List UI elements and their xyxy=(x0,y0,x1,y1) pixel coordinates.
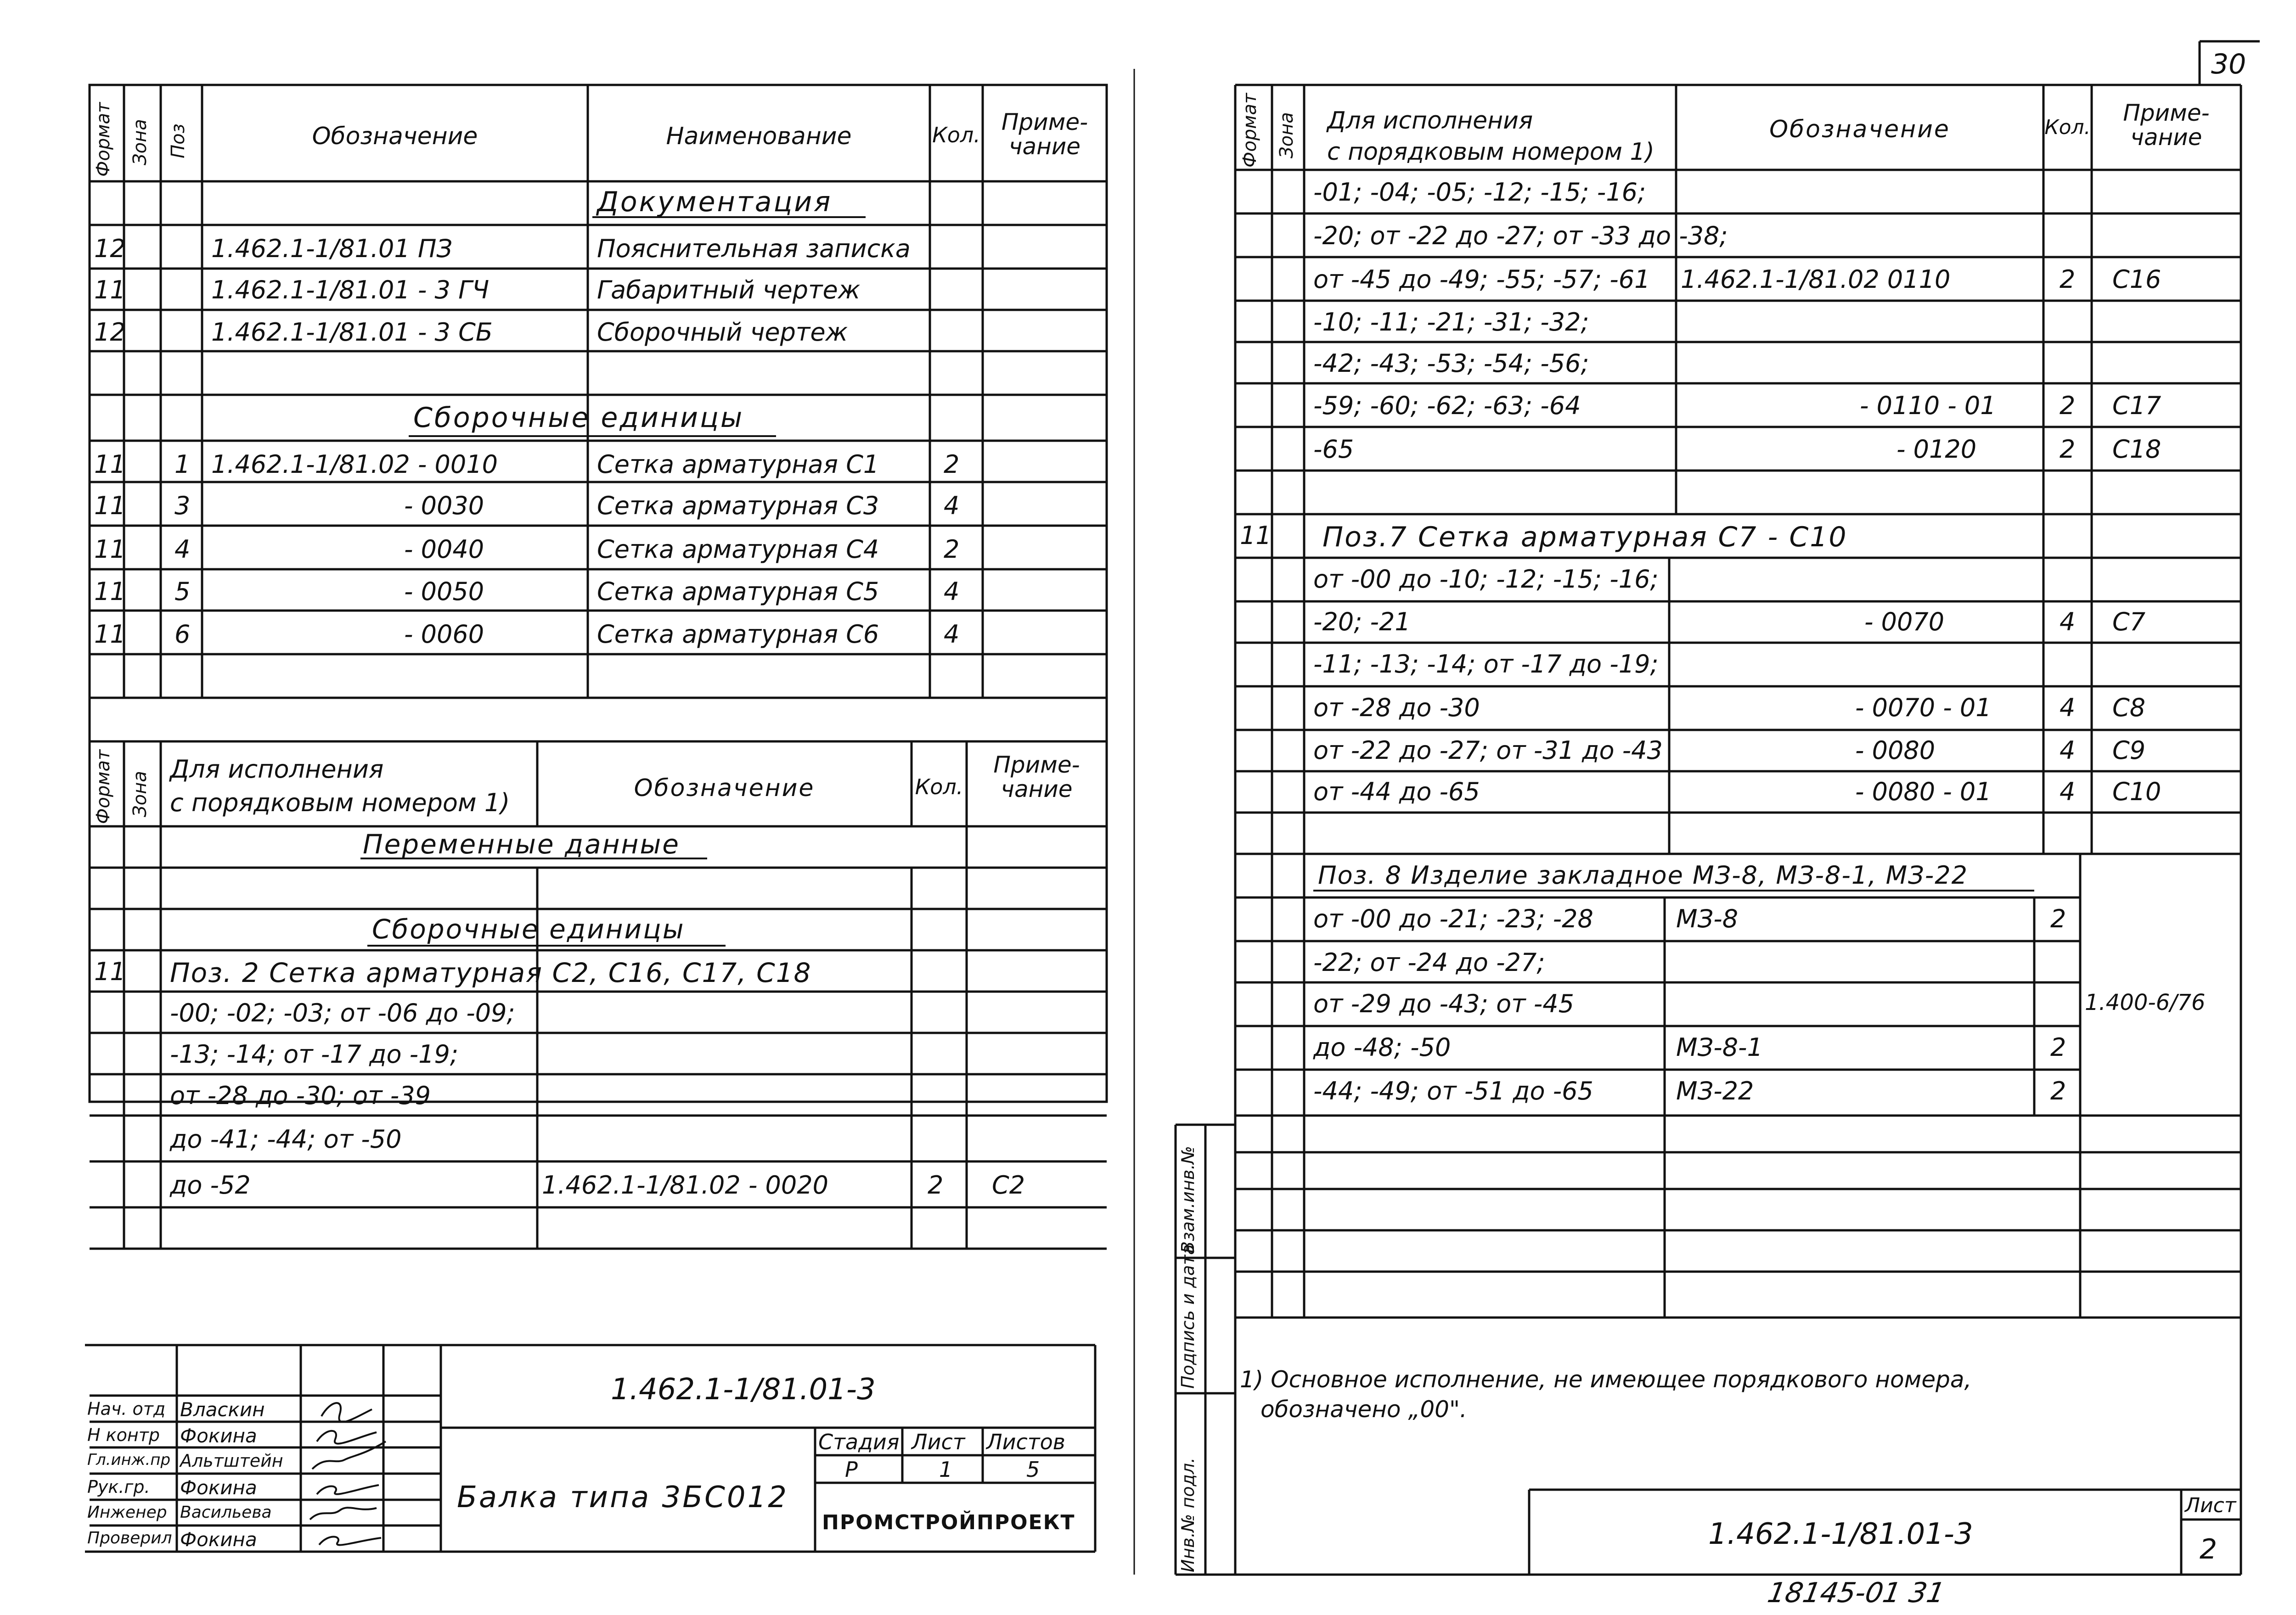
pos7-desig-4: - 0070 - 01 xyxy=(1855,693,1992,722)
top-qty-3: 2 xyxy=(2060,265,2076,294)
title-block-title: Балка типа 3БС012 xyxy=(457,1480,788,1514)
header-designation: Обозначение xyxy=(312,123,478,150)
pos7-qty-4: 4 xyxy=(2060,693,2076,722)
name-5: Васильева xyxy=(180,1503,272,1522)
top-line-3: от -45 до -49; -55; -57; -61 xyxy=(1313,265,1650,294)
var-header-exec: Для исполнения с порядковым номером 1) xyxy=(170,755,510,817)
var-header-qty: Кол. xyxy=(915,774,963,799)
name-6: Фокина xyxy=(180,1528,257,1551)
org-name: ПРОМСТРОЙПРОЕКТ xyxy=(822,1511,1075,1534)
name-1: Власкин xyxy=(180,1398,265,1421)
pos7-line-1: от -00 до -10; -12; -15; -16; xyxy=(1313,565,1659,594)
pos7-qty-6: 4 xyxy=(2060,777,2076,806)
corner-number: 30 xyxy=(2211,48,2246,80)
pos2-line-4: до -41; -44; от -50 xyxy=(170,1125,402,1154)
side-label-inv: Инв.№ подл. xyxy=(1178,1457,1198,1572)
pos2-line-3: от -28 до -30; от -39 xyxy=(170,1081,431,1110)
right-header-zone: Зона xyxy=(1276,112,1297,158)
header-note: Приме- чание xyxy=(1001,109,1088,160)
var-assembly-units: Сборочные единицы xyxy=(372,914,685,945)
header-qty: Кол. xyxy=(932,123,980,147)
pos2-designation: 1.462.1-1/81.02 - 0020 xyxy=(542,1171,828,1200)
pos7-desig-5: - 0080 xyxy=(1855,736,1936,765)
top-note-7: С18 xyxy=(2112,435,2161,464)
pos7-format: 11 xyxy=(1240,521,1272,550)
right-sheet-label: Лист xyxy=(2185,1494,2236,1517)
pos2-line-2: -13; -14; от -17 до -19; xyxy=(170,1040,459,1069)
pos8-line-2: -22; от -24 до -27; xyxy=(1313,948,1545,977)
pos7-line-4: от -28 до -30 xyxy=(1313,693,1480,722)
stage-label: Стадия xyxy=(818,1430,900,1454)
pos7-desig-6: - 0080 - 01 xyxy=(1855,777,1992,806)
pos8-line-5: -44; -49; от -51 до -65 xyxy=(1313,1077,1593,1105)
pos7-line-3: -11; -13; -14; от -17 до -19; xyxy=(1313,650,1659,679)
pos7-note-6: С10 xyxy=(2112,777,2161,806)
top-line-4: -10; -11; -21; -31; -32; xyxy=(1313,308,1589,336)
name-4: Фокина xyxy=(180,1476,257,1499)
pos8-line-3: от -29 до -43; от -45 xyxy=(1313,989,1574,1018)
top-desig-3: 1.462.1-1/81.02 0110 xyxy=(1681,265,1951,294)
pos7-desig-2: - 0070 xyxy=(1864,607,1945,636)
pos8-desig-1: МЗ-8 xyxy=(1676,904,1739,933)
name-2: Фокина xyxy=(180,1424,257,1447)
role-6: Проверил xyxy=(87,1529,172,1548)
var-header-zone: Зона xyxy=(129,771,151,817)
sheets-label: Листов xyxy=(986,1430,1065,1454)
pos7-qty-5: 4 xyxy=(2060,736,2076,765)
pos8-qty-1: 2 xyxy=(2050,904,2066,933)
top-note-3: С16 xyxy=(2112,265,2161,294)
top-line-6: -59; -60; -62; -63; -64 xyxy=(1313,391,1581,420)
pos7-note-4: С8 xyxy=(2112,693,2146,722)
pos8-note: 1.400-6/76 xyxy=(2085,990,2206,1015)
pos8-line-1: от -00 до -21; -23; -28 xyxy=(1313,904,1593,933)
right-header-format: Формат xyxy=(1239,93,1261,168)
pos7-line-2: -20; -21 xyxy=(1313,607,1411,636)
pos2-title: Поз. 2 Сетка арматурная С2, С16, С17, С18 xyxy=(170,957,812,988)
side-label-replace: Взам.инв.№ xyxy=(1178,1146,1198,1253)
pos7-note-5: С9 xyxy=(2112,736,2146,765)
pos8-desig-5: МЗ-22 xyxy=(1676,1077,1754,1105)
right-header-qty: Кол. xyxy=(2044,116,2091,139)
top-qty-7: 2 xyxy=(2060,435,2076,464)
section-assembly-units: Сборочные единицы xyxy=(413,402,744,434)
pos7-line-6: от -44 до -65 xyxy=(1313,777,1480,806)
pos7-qty-2: 4 xyxy=(2060,607,2076,636)
pos2-qty: 2 xyxy=(928,1171,944,1200)
footnote-line-2: обозначено „00". xyxy=(1261,1396,1467,1423)
pos7-line-5: от -22 до -27; от -31 до -43 xyxy=(1313,736,1663,765)
role-1: Нач. отд xyxy=(87,1399,166,1419)
top-qty-6: 2 xyxy=(2060,391,2076,420)
right-header-designation: Обозначение xyxy=(1769,116,1950,143)
header-pos: Поз xyxy=(168,123,189,158)
role-5: Инженер xyxy=(87,1503,167,1522)
sheet-value: 1 xyxy=(939,1457,953,1482)
side-label-signature: Подпись и дата xyxy=(1178,1244,1198,1389)
top-desig-7: - 0120 xyxy=(1896,435,1977,464)
stage-value: Р xyxy=(845,1457,858,1482)
pos8-desig-4: МЗ-8-1 xyxy=(1676,1033,1763,1062)
top-line-7: -65 xyxy=(1313,435,1354,464)
pos7-title: Поз.7 Сетка арматурная С7 - С10 xyxy=(1322,521,1848,553)
pos7-note-2: С7 xyxy=(2112,607,2146,636)
name-3: Альтштейн xyxy=(180,1451,283,1471)
variable-data-title: Переменные данные xyxy=(363,829,680,860)
pos8-title: Поз. 8 Изделие закладное МЗ-8, МЗ-8-1, МЗ-22 xyxy=(1318,861,1968,890)
right-sheet-number: 2 xyxy=(2200,1533,2217,1565)
pos2-note: С2 xyxy=(992,1171,1025,1200)
signatures xyxy=(303,1396,395,1552)
right-header-exec: Для исполнения с порядковым номером 1) xyxy=(1327,107,1654,166)
header-format: Формат xyxy=(93,102,114,177)
right-header-note: Приме- чание xyxy=(2123,100,2210,151)
title-block-doc-code: 1.462.1-1/81.01-3 xyxy=(611,1373,876,1407)
sheets-value: 5 xyxy=(1026,1457,1040,1482)
header-zone: Зона xyxy=(129,119,151,165)
top-line-5: -42; -43; -53; -54; -56; xyxy=(1313,349,1589,378)
var-header-format: Формат xyxy=(93,749,114,824)
bottom-stamp: 18145-01 31 xyxy=(1765,1577,1947,1609)
right-doc-code: 1.462.1-1/81.01-3 xyxy=(1708,1517,1973,1551)
pos8-qty-4: 2 xyxy=(2050,1033,2066,1062)
sheet-label: Лист xyxy=(912,1430,965,1454)
role-4: Рук.гр. xyxy=(87,1477,150,1497)
pos2-format: 11 xyxy=(94,957,126,986)
pos8-line-4: до -48; -50 xyxy=(1313,1033,1451,1062)
pos2-line-1: -00; -02; -03; от -06 до -09; xyxy=(170,998,515,1027)
top-note-6: С17 xyxy=(2112,391,2161,420)
pos8-qty-5: 2 xyxy=(2050,1077,2066,1105)
pos2-line-5: до -52 xyxy=(170,1171,251,1200)
var-header-designation: Обозначение xyxy=(634,774,815,802)
top-line-1: -01; -04; -05; -12; -15; -16; xyxy=(1313,178,1646,207)
role-3: Гл.инж.пр xyxy=(87,1451,171,1469)
header-name: Наименование xyxy=(666,123,852,150)
top-desig-6: - 0110 - 01 xyxy=(1860,391,1996,420)
footnote-line-1: 1) Основное исполнение, не имеющее порядкового номера, xyxy=(1240,1366,1972,1393)
top-line-2: -20; от -22 до -27; от -33 до -38; xyxy=(1313,221,1728,250)
var-header-note: Приме- чание xyxy=(993,751,1080,802)
section-documentation: Документация xyxy=(597,186,833,218)
role-2: Н контр xyxy=(87,1425,160,1445)
